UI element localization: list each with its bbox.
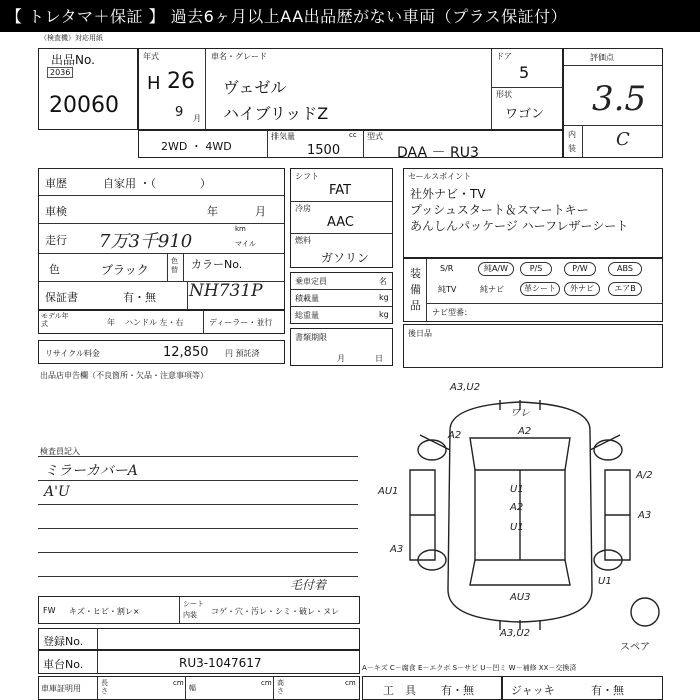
type-label: 型式 <box>367 132 383 141</box>
mileage-unit-km: km <box>235 225 246 233</box>
registration-label: 登録No. <box>43 635 84 648</box>
year-label: 年式 <box>143 52 159 61</box>
jack-value: 有・無 <box>591 684 624 697</box>
model-year-handle: ハンドル 左・右 <box>125 318 184 327</box>
cert-width: 幅 <box>189 684 196 692</box>
score-label: 評価点 <box>590 53 614 62</box>
tools-row <box>362 676 502 700</box>
mark-left-rear: A3 <box>390 544 404 555</box>
mark-front-bumper: A3,U2 <box>450 382 481 393</box>
history-table <box>38 168 285 310</box>
damage-diagram <box>370 380 690 660</box>
mark-roof-front: U1 <box>510 484 524 495</box>
vehicle-info-box <box>138 48 563 130</box>
capacity-unit: 名 <box>379 277 387 286</box>
mark-rear-bumper: A3,U2 <box>500 628 531 639</box>
displacement-unit: cc <box>349 131 357 139</box>
spec-row <box>138 130 563 161</box>
doc-deadline-label: 書類期限 <box>295 333 327 342</box>
model-grade: ハイブリッドZ <box>223 104 329 123</box>
mark-tailgate: AU3 <box>510 592 531 603</box>
lot-code: 2036 <box>47 67 73 78</box>
sales-points-box <box>403 168 663 258</box>
sub-header: （検査機）対応用紙 <box>40 34 103 42</box>
chassis-row <box>38 650 360 674</box>
interior-label-2: 装 <box>568 144 576 153</box>
interior-label-1: 内 <box>568 130 576 139</box>
inspection-year: 年 <box>207 205 218 218</box>
lot-box <box>38 48 138 130</box>
damage-legend: A－キズ C－腐食 E－エクボ S－サビ U－凹ミ W－補修 XX－交換済 <box>362 664 577 672</box>
equip-aftermarket-nav: 外ナビ <box>564 282 600 296</box>
doc-deadline-box <box>290 328 393 366</box>
sales-points-label: セールスポイント <box>408 172 472 181</box>
fw-label: FW <box>43 606 56 615</box>
load-unit: kg <box>379 293 389 302</box>
doc-deadline-month: 月 <box>337 354 345 363</box>
cert-unit-3: cm <box>345 679 356 687</box>
mark-windshield: ワレ <box>510 408 530 419</box>
shape-value: ワゴン <box>505 107 545 122</box>
mileage-unit-mile: マイル <box>235 240 256 248</box>
equipment-label-1: 装 <box>410 267 421 280</box>
year-era: H <box>147 73 161 94</box>
inspection-month: 月 <box>255 205 266 218</box>
chassis-value: RU3-1047617 <box>179 656 262 670</box>
equip-oem-nav: 純ナビ <box>480 285 504 294</box>
seat-items: コゲ・穴・汚レ・シミ・破レ・ヌレ <box>211 607 339 616</box>
equip-alloy-wheels: 純A/W <box>478 262 514 276</box>
equip-nav-model-label: ナビ型番： <box>432 308 472 317</box>
equip-oem-tv: 純TV <box>438 285 457 294</box>
inspection-label: 車検 <box>45 205 67 218</box>
color-value: ブラック <box>101 263 149 277</box>
shift-box <box>290 168 393 268</box>
equip-power-windows: P/W <box>564 262 596 276</box>
drive-text: 2WD ・ 4WD <box>161 140 232 153</box>
jack-label: ジャッキ <box>511 684 555 697</box>
cert-row <box>38 676 360 700</box>
cert-height: 高さ <box>277 679 284 695</box>
equipment-label-2: 備 <box>410 283 421 296</box>
header-title: 【 トレタマ＋保証 】 過去6ヶ月以上AA出品歴がない車両（プラス保証付） <box>6 7 568 26</box>
capacity-box <box>290 272 393 324</box>
interior-score: C <box>616 129 630 150</box>
jack-row <box>502 676 663 700</box>
capacity-label: 乗車定員 <box>295 277 327 286</box>
color-label: 色 <box>49 263 60 276</box>
interior-row <box>38 596 360 624</box>
warranty-label: 保証書 <box>45 291 78 304</box>
mileage-value: 7万3千910 <box>99 231 193 252</box>
doc-deadline-day: 日 <box>375 354 383 363</box>
model-label: 車名・グレード <box>211 52 267 61</box>
spare-label: スペア <box>620 642 650 653</box>
tools-value: 有・無 <box>441 684 474 697</box>
recycle-row <box>38 340 285 364</box>
inspector-note-1: ミラーカバーA <box>44 463 138 479</box>
mark-roof-rear: U1 <box>510 522 524 533</box>
model-year-row <box>38 310 285 334</box>
gross-unit: kg <box>379 310 389 319</box>
history-value: 自家用 ・（ ） <box>103 177 211 190</box>
mark-right-door: A3 <box>638 510 652 521</box>
shape-label: 形状 <box>496 90 512 99</box>
equip-sr: S/R <box>440 264 454 273</box>
equip-airbag: エアB <box>608 282 642 296</box>
equip-power-steering: P/S <box>520 262 552 276</box>
score-box <box>563 48 663 158</box>
history-label: 車歴 <box>45 177 67 190</box>
fw-items: キズ・ヒビ・割レ× <box>69 607 140 616</box>
displacement-label: 排気量 <box>271 132 295 141</box>
mark-left-door: AU1 <box>378 486 399 497</box>
shift-label: シフト <box>295 172 319 181</box>
lot-number: 20060 <box>49 93 119 118</box>
report-label: 出品店申告欄（不良箇所・欠品・注意事項等） <box>40 371 208 380</box>
registration-row <box>38 628 360 650</box>
inspector-note-2: A'U <box>44 484 70 500</box>
equip-leather-seats: 革シート <box>520 282 560 296</box>
seat-label-2: 内装 <box>183 611 197 619</box>
cert-unit-1: cm <box>173 679 184 687</box>
sales-point-1: 社外ナビ・TV <box>410 187 486 201</box>
interior-note: 毛付着 <box>290 578 327 592</box>
mark-roof-center: A2 <box>510 502 524 513</box>
load-label: 積載量 <box>295 294 319 303</box>
arrival-label: 後日品 <box>408 329 432 338</box>
color-code: NH731P <box>189 281 263 301</box>
recycle-unit: 円 預託済 <box>225 349 260 358</box>
mark-hood-center: A2 <box>518 426 532 437</box>
score-value: 3.5 <box>592 79 647 119</box>
recycle-label: リサイクル料金 <box>45 349 100 358</box>
recycle-value: 12,850 <box>163 345 209 360</box>
cert-label: 車庫証明用 <box>41 684 81 693</box>
warranty-value: 有・無 <box>123 291 156 304</box>
year-month-unit: 月 <box>193 114 201 123</box>
header-bar <box>0 0 700 32</box>
doors-value: 5 <box>519 63 530 82</box>
fuel-label: 燃料 <box>295 236 311 245</box>
ac-label: 冷房 <box>295 204 311 213</box>
chassis-label: 車台No. <box>43 658 84 671</box>
lot-label: 出品No. <box>51 53 95 67</box>
model-year-label: モデル年式 <box>41 312 69 328</box>
cert-unit-2: cm <box>261 679 272 687</box>
equip-abs: ABS <box>608 262 642 276</box>
equipment-box <box>403 258 663 322</box>
displacement-value: 1500 <box>307 143 341 158</box>
model-year-year: 年 <box>107 318 115 327</box>
tools-label: 工 具 <box>383 684 416 697</box>
color-change-label: 色替 <box>171 257 178 274</box>
year-month: 9 <box>175 105 184 120</box>
sales-point-3: あんしんパッケージ ハーフレザーシート <box>410 219 629 233</box>
inspector-label: 検査員記入 <box>40 447 80 456</box>
mark-right-front: A/2 <box>636 470 653 481</box>
ac-value: AAC <box>327 215 354 230</box>
fuel-value: ガソリン <box>321 251 370 265</box>
mark-right-rear: U1 <box>598 576 612 587</box>
shift-value: FAT <box>329 183 352 198</box>
color-code-label: カラーNo. <box>191 258 243 271</box>
model-year-dealer: ディーラー・並行 <box>209 318 273 327</box>
seat-label-1: シート <box>183 600 204 608</box>
doors-label: ドア <box>496 52 512 61</box>
year-value: 26 <box>167 69 195 94</box>
mark-hood-left: A2 <box>448 430 462 441</box>
sales-point-2: プッシュスタート＆スマートキー <box>410 203 589 217</box>
cert-length: 長さ <box>101 679 108 695</box>
equipment-label-3: 品 <box>410 299 421 312</box>
arrival-box <box>403 324 663 368</box>
mileage-label: 走行 <box>45 234 67 247</box>
type-value: DAA － RU3 <box>397 145 479 161</box>
gross-label: 総重量 <box>295 311 319 320</box>
model-name: ヴェゼル <box>223 78 287 97</box>
